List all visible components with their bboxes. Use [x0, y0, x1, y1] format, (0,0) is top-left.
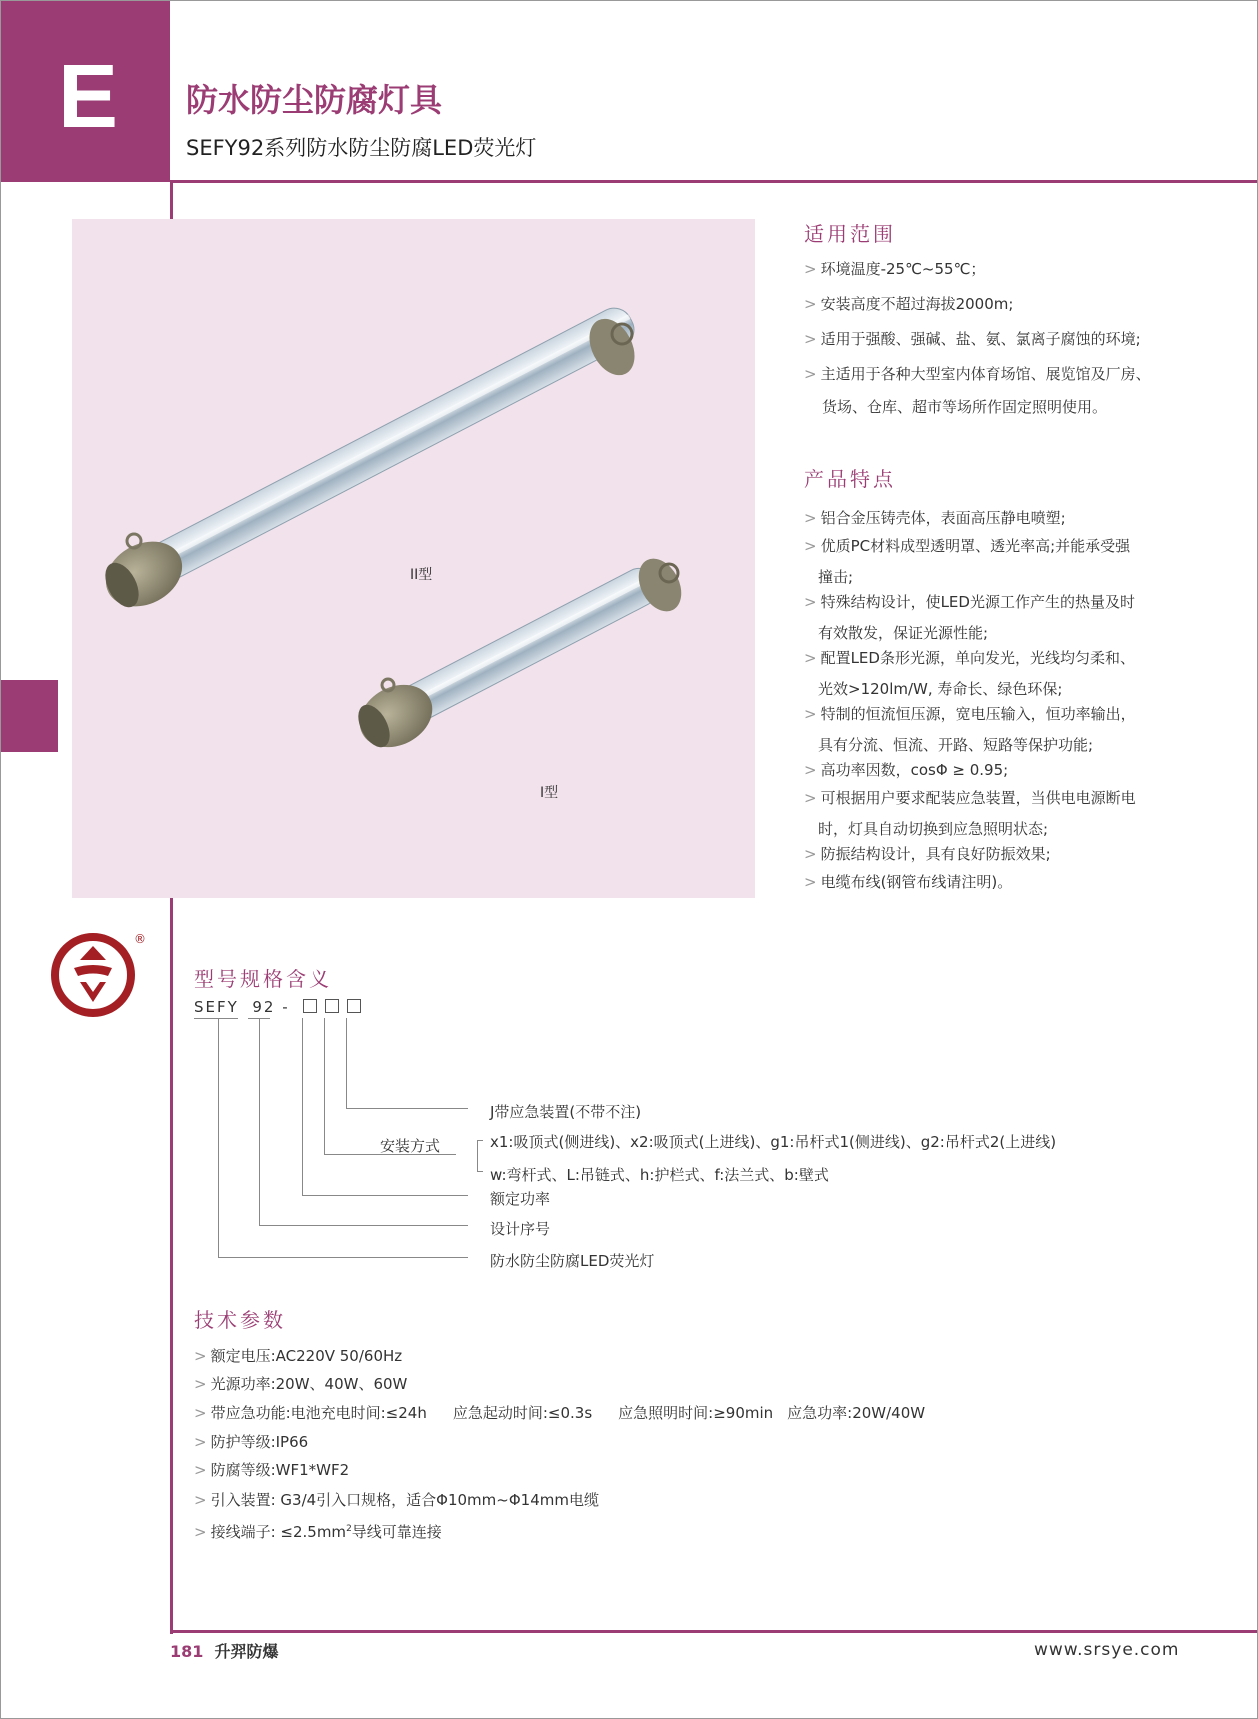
tree-line	[218, 1018, 219, 1258]
tech-item: > 光源功率:20W、40W、60W	[194, 1375, 408, 1393]
product-image-panel	[72, 219, 755, 898]
tree-line	[218, 1257, 468, 1258]
scope-title: 适用范围	[804, 222, 896, 246]
tech-title: 技术参数	[194, 1308, 286, 1332]
scope-item-continued: 货场、仓库、超市等场所作固定照明使用。	[822, 398, 1108, 416]
scope-item: > 环境温度-25℃~55℃；	[804, 260, 986, 278]
code-box	[303, 999, 317, 1013]
scope-item: > 主适用于各种大型室内体育场馆、展览馆及厂房、	[804, 365, 1151, 383]
install-options-1: x1:吸顶式(侧进线)、x2:吸顶式(上进线)、g1:吊杆式1(侧进线)、g2:吊杆式2(上进线)	[490, 1133, 1057, 1151]
tree-line	[302, 1195, 468, 1196]
model-title: 型号规格含义	[194, 967, 332, 991]
registered-mark: ®	[134, 932, 146, 946]
page-subtitle: SEFY92系列防水防尘防腐LED荧光灯	[186, 136, 537, 160]
feature-item: > 特制的恒流恒压源，宽电压输入，恒功率输出， 具有分流、恒流、开路、短路等保护功能;	[804, 705, 1136, 754]
scope-item: > 安装高度不超过海拔2000m;	[804, 295, 1014, 313]
tree-line	[259, 1018, 260, 1226]
tech-list	[194, 1345, 925, 1542]
feature-item: > 优质PC材料成型透明罩、透光率高;并能承受强 撞击;	[804, 537, 1131, 586]
tree-line	[302, 1018, 303, 1196]
code-box	[347, 999, 361, 1013]
tree-line	[259, 1225, 468, 1226]
tech-item: > 防护等级:IP66	[194, 1433, 309, 1451]
footer-url[interactable]: www.srsye.com	[1034, 1640, 1180, 1660]
tech-item-emergency: > 带应急功能:电池充电时间:≤24h 应急起动时间:≤0.3s 应急照明时间:≥90min 应急功率:20W/40W	[194, 1404, 926, 1422]
feature-item: > 特殊结构设计，使LED光源工作产生的热量及时 有效散发，保证光源性能;	[804, 593, 1135, 642]
features-title: 产品特点	[804, 467, 896, 491]
scope-item: > 适用于强酸、强碱、盐、氨、氯离子腐蚀的环境;	[804, 330, 1141, 348]
tech-item: > 引入装置: G3/4引入口规格，适合Φ10mm~Φ14mm电缆	[194, 1491, 599, 1509]
feature-item: > 高功率因数，cosΦ ≥ 0.95;	[804, 761, 1009, 779]
install-label: 安装方式	[380, 1137, 441, 1155]
tree-line	[346, 1018, 347, 1109]
feature-item: > 防振结构设计，具有良好防振效果;	[804, 845, 1051, 863]
install-options-2: w:弯杆式、L:吊链式、h:护栏式、f:法兰式、b:壁式	[490, 1166, 829, 1184]
rated-power-label: 额定功率	[490, 1190, 551, 1208]
tech-item-terminal: > 接线端子: $\le 2.5mm^2$导线可靠连接	[194, 1523, 442, 1541]
feature-item: > 配置LED条形光源，单向发光，光线均匀柔和、 光效>120lm/W, 寿命长、绿色环保;	[804, 649, 1135, 698]
tree-bracket	[477, 1140, 483, 1141]
tech-item: > 额定电压:AC220V 50/60Hz	[194, 1347, 403, 1365]
tree-line	[346, 1108, 468, 1109]
label-type-2: II型	[410, 567, 433, 583]
product-name-label: 防水防尘防腐LED荧光灯	[490, 1252, 655, 1270]
code-series: 92	[252, 998, 276, 1016]
code-box	[325, 999, 339, 1013]
feature-item: > 可根据用户要求配装应急装置，当供电电源断电 时，灯具自动切换到应急照明状态;	[804, 789, 1136, 838]
page-title: 防水防尘防腐灯具	[186, 81, 443, 119]
fixture-type-1	[349, 551, 690, 759]
tree-bracket	[477, 1140, 478, 1172]
logo-emblem-icon	[50, 932, 136, 1018]
tree-bracket	[477, 1171, 483, 1172]
code-prefix: SEFY	[194, 998, 239, 1016]
label-type-1: I型	[540, 785, 559, 801]
company-logo	[50, 932, 136, 1018]
side-tab	[0, 680, 58, 752]
section-letter: E	[58, 47, 119, 147]
header-rule	[170, 180, 1258, 183]
code-dash: -	[282, 998, 290, 1016]
page-number: 181	[170, 1642, 204, 1661]
tree-line	[324, 1018, 325, 1155]
code-underline	[194, 1018, 238, 1019]
led-fixture-illustration	[72, 219, 755, 898]
footer-page	[170, 1639, 279, 1662]
emergency-note: J带应急装置(不带不注)	[490, 1103, 642, 1121]
footer-rule	[170, 1630, 1258, 1633]
fixture-type-2	[95, 302, 644, 619]
tech-item: > 防腐等级:WF1*WF2	[194, 1461, 350, 1479]
design-no-label: 设计序号	[490, 1220, 551, 1238]
model-code	[194, 998, 369, 1016]
footer-brand: 升羿防爆	[214, 1642, 279, 1661]
features-list	[804, 507, 1136, 899]
feature-item: > 电缆布线(钢管布线请注明)。	[804, 873, 1013, 891]
feature-item: > 铝合金压铸壳体，表面高压静电喷塑;	[804, 509, 1066, 527]
scope-list	[804, 262, 1151, 415]
